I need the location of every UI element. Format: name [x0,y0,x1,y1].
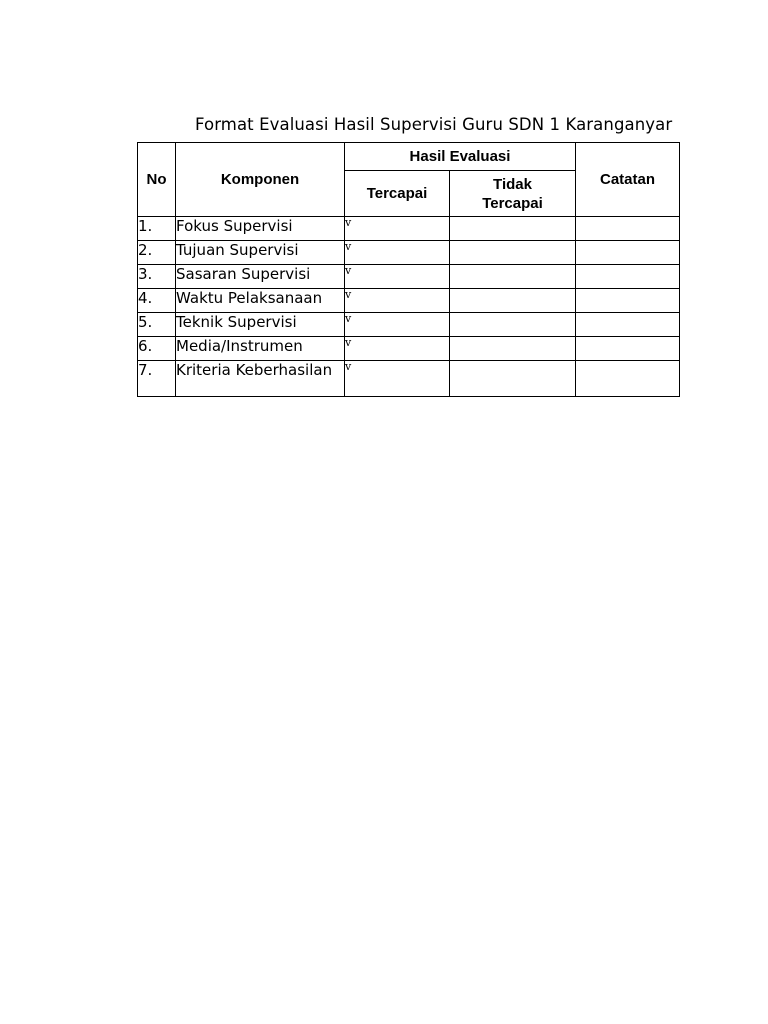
table-row [138,265,680,289]
row-tercapai-mark: v [345,289,450,313]
row-tidak-tercapai [450,217,576,241]
row-catatan [576,337,680,361]
evaluation-table [137,142,680,397]
row-komponen: Teknik Supervisi [176,313,345,337]
row-catatan [576,361,680,397]
row-tidak-tercapai [450,289,576,313]
row-catatan [576,241,680,265]
row-tidak-tercapai [450,265,576,289]
row-tidak-tercapai [450,361,576,397]
header-no: No [138,143,176,217]
table-row [138,217,680,241]
document-title: Format Evaluasi Hasil Supervisi Guru SDN 1 Karanganyar [195,115,673,134]
row-komponen: Kriteria Keberhasilan [176,361,345,397]
header-catatan: Catatan [576,143,680,217]
row-tidak-tercapai [450,337,576,361]
row-tercapai-mark: v [345,265,450,289]
header-tercapai: Tercapai [345,171,450,217]
row-tercapai-mark: v [345,361,450,397]
row-komponen: Media/Instrumen [176,337,345,361]
table-row [138,313,680,337]
row-number: 3. [138,265,176,289]
row-catatan [576,217,680,241]
row-number: 1. [138,217,176,241]
table-row [138,337,680,361]
header-row-top [138,143,680,171]
header-komponen: Komponen [176,143,345,217]
row-komponen: Fokus Supervisi [176,217,345,241]
row-number: 4. [138,289,176,313]
table-body [138,217,680,397]
row-number: 5. [138,313,176,337]
row-tercapai-mark: v [345,241,450,265]
row-komponen: Waktu Pelaksanaan [176,289,345,313]
header-tidak-tercapai [450,171,576,217]
table-row [138,361,680,397]
row-tercapai-mark: v [345,313,450,337]
row-catatan [576,313,680,337]
row-catatan [576,265,680,289]
row-tercapai-mark: v [345,217,450,241]
header-tidak-tercapai-text: Tidak Tercapai [482,175,543,212]
row-number: 7. [138,361,176,397]
row-catatan [576,289,680,313]
table-row [138,241,680,265]
row-komponen: Tujuan Supervisi [176,241,345,265]
row-tercapai-mark: v [345,337,450,361]
row-tidak-tercapai [450,241,576,265]
row-number: 6. [138,337,176,361]
row-number: 2. [138,241,176,265]
header-hasil-evaluasi: Hasil Evaluasi [345,143,576,171]
row-komponen: Sasaran Supervisi [176,265,345,289]
table-row [138,289,680,313]
row-tidak-tercapai [450,313,576,337]
